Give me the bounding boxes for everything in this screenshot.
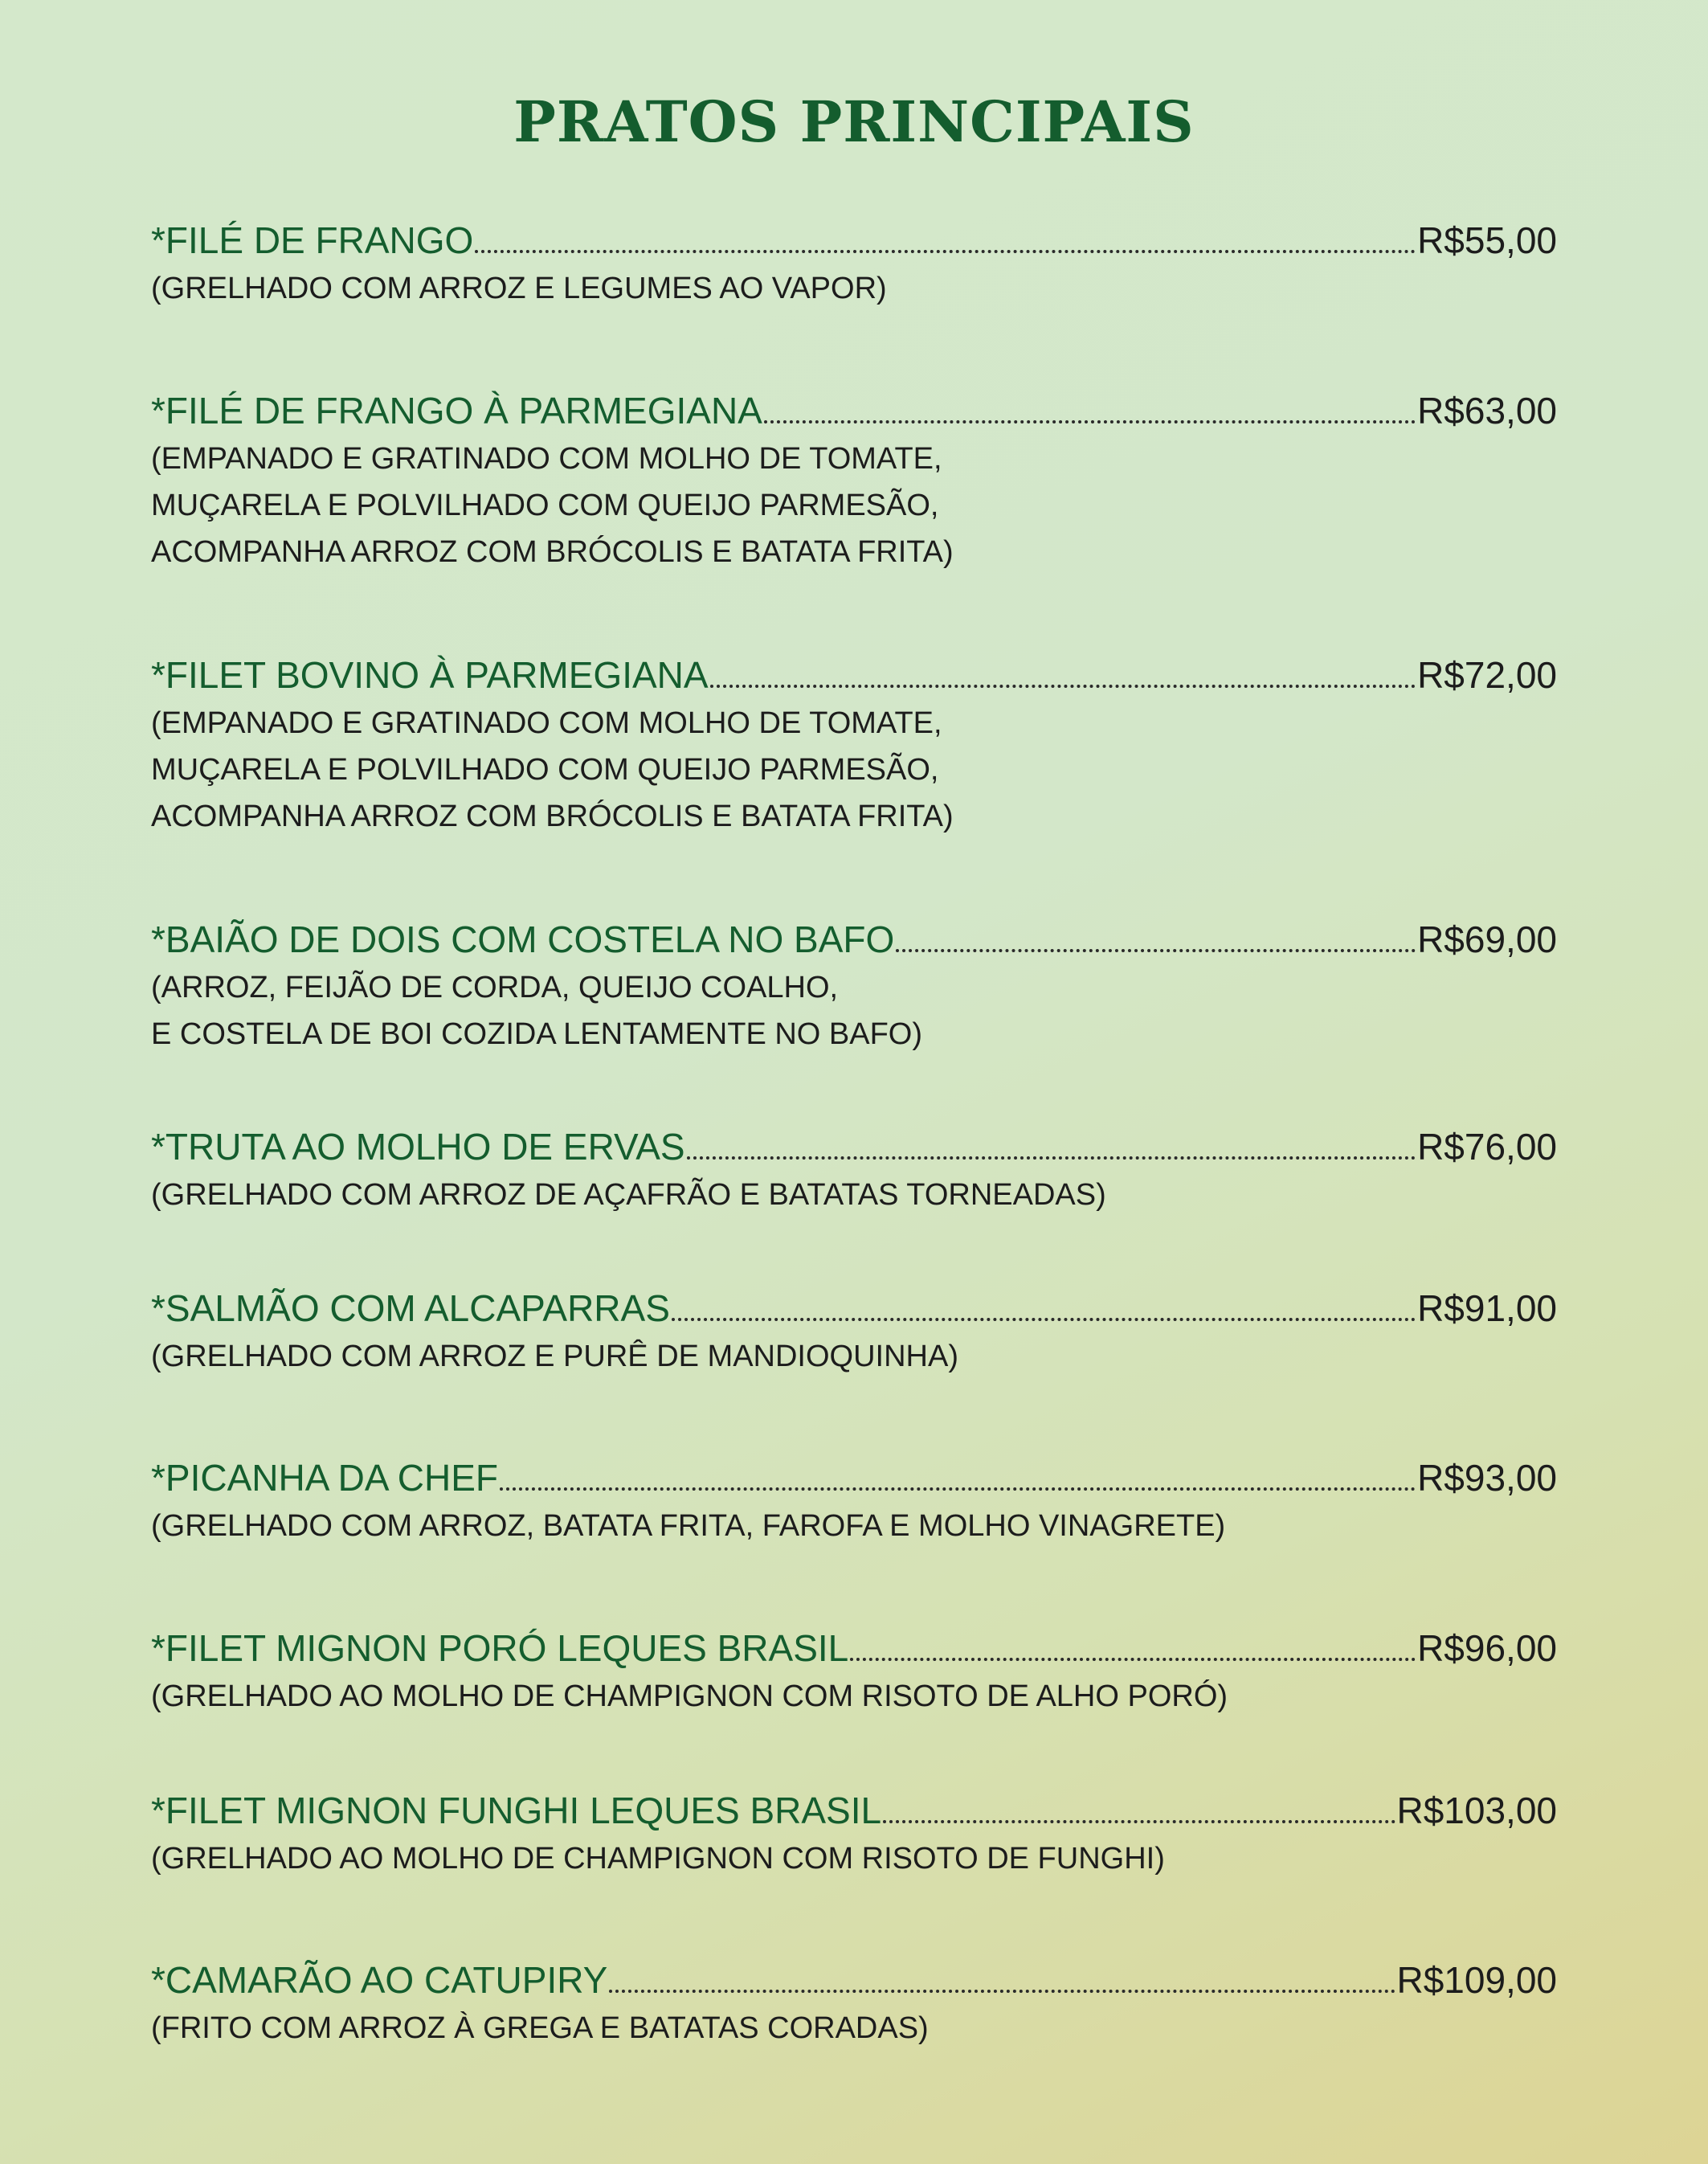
item-description	[151, 964, 1557, 1057]
item-name: *TRUTA AO MOLHO DE ERVAS	[151, 1126, 685, 1168]
item-name: *FILET BOVINO À PARMEGIANA	[151, 654, 709, 696]
item-price: R$109,00	[1396, 1959, 1557, 2001]
item-description	[151, 1503, 1557, 1549]
item-description	[151, 436, 1557, 575]
item-name: *FILET MIGNON FUNGHI LEQUES BRASIL	[151, 1790, 882, 1831]
item-name: *BAIÃO DE DOIS COM COSTELA NO BAFO	[151, 918, 895, 960]
item-price: R$55,00	[1417, 219, 1557, 261]
item-name: *FILET MIGNON PORÓ LEQUES BRASIL	[151, 1627, 849, 1669]
dot-leader	[609, 1990, 1395, 1993]
menu-item	[151, 1626, 1557, 1720]
menu-item	[151, 1958, 1557, 2052]
description-line: (GRELHADO COM ARROZ, BATATA FRITA, FAROFA E MOLHO VINAGRETE)	[151, 1509, 1226, 1543]
menu-item	[151, 1456, 1557, 1549]
description-line: (ARROZ, FEIJÃO DE CORDA, QUEIJO COALHO,	[151, 971, 839, 1004]
description-line: (GRELHADO AO MOLHO DE CHAMPIGNON COM RISOTO DE ALHO PORÓ)	[151, 1679, 1228, 1713]
description-line: (GRELHADO AO MOLHO DE CHAMPIGNON COM RISOTO DE FUNGHI)	[151, 1842, 1165, 1876]
menu-item	[151, 1789, 1557, 1882]
menu-item	[151, 1125, 1557, 1218]
item-price: R$63,00	[1417, 390, 1557, 432]
item-description	[151, 265, 1557, 312]
description-line: MUÇARELA E POLVILHADO COM QUEIJO PARMESÃO,	[151, 753, 939, 787]
item-description	[151, 1172, 1557, 1218]
item-price: R$91,00	[1417, 1287, 1557, 1329]
item-name: *CAMARÃO AO CATUPIRY	[151, 1959, 608, 2001]
item-price: R$93,00	[1417, 1457, 1557, 1499]
item-name: *SALMÃO COM ALCAPARRAS	[151, 1287, 670, 1329]
page-title: PRATOS PRINCIPAIS	[513, 88, 1195, 155]
description-line: (GRELHADO COM ARROZ E LEGUMES AO VAPOR)	[151, 272, 887, 305]
description-line: ACOMPANHA ARROZ COM BRÓCOLIS E BATATA FRITA)	[151, 535, 954, 569]
menu-item	[151, 653, 1557, 840]
description-line: E COSTELA DE BOI COZIDA LENTAMENTE NO BAFO)	[151, 1017, 923, 1051]
menu-item	[151, 1287, 1557, 1380]
item-description	[151, 1673, 1557, 1720]
item-description	[151, 700, 1557, 840]
dot-leader	[710, 685, 1416, 688]
dot-leader	[475, 250, 1416, 253]
item-price: R$72,00	[1417, 654, 1557, 696]
description-line: (EMPANADO E GRATINADO COM MOLHO DE TOMATE,	[151, 442, 942, 476]
dot-leader	[764, 420, 1416, 423]
dot-leader	[883, 1820, 1395, 1823]
item-price: R$103,00	[1396, 1790, 1557, 1831]
menu-item	[151, 219, 1557, 312]
menu-item	[151, 389, 1557, 575]
dot-leader	[896, 949, 1416, 952]
item-description	[151, 1835, 1557, 1882]
description-line: (FRITO COM ARROZ À GREGA E BATATAS CORADAS)	[151, 2011, 929, 2045]
description-line: MUÇARELA E POLVILHADO COM QUEIJO PARMESÃO,	[151, 489, 939, 522]
item-description	[151, 2005, 1557, 2052]
dot-leader	[500, 1487, 1416, 1491]
item-name: *FILÉ DE FRANGO	[151, 219, 474, 261]
item-name: *FILÉ DE FRANGO À PARMEGIANA	[151, 390, 762, 432]
dot-leader	[672, 1318, 1416, 1321]
item-description	[151, 1333, 1557, 1380]
item-name: *PICANHA DA CHEF	[151, 1457, 498, 1499]
item-price: R$69,00	[1417, 918, 1557, 960]
item-price: R$76,00	[1417, 1126, 1557, 1168]
description-line: (GRELHADO COM ARROZ E PURÊ DE MANDIOQUINHA)	[151, 1340, 958, 1373]
dot-leader	[687, 1156, 1416, 1160]
description-line: ACOMPANHA ARROZ COM BRÓCOLIS E BATATA FRITA)	[151, 800, 954, 833]
description-line: (GRELHADO COM ARROZ DE AÇAFRÃO E BATATAS TORNEADAS)	[151, 1178, 1106, 1212]
description-line: (EMPANADO E GRATINADO COM MOLHO DE TOMATE,	[151, 706, 942, 740]
dot-leader	[850, 1658, 1416, 1661]
menu-item	[151, 918, 1557, 1057]
item-price: R$96,00	[1417, 1627, 1557, 1669]
